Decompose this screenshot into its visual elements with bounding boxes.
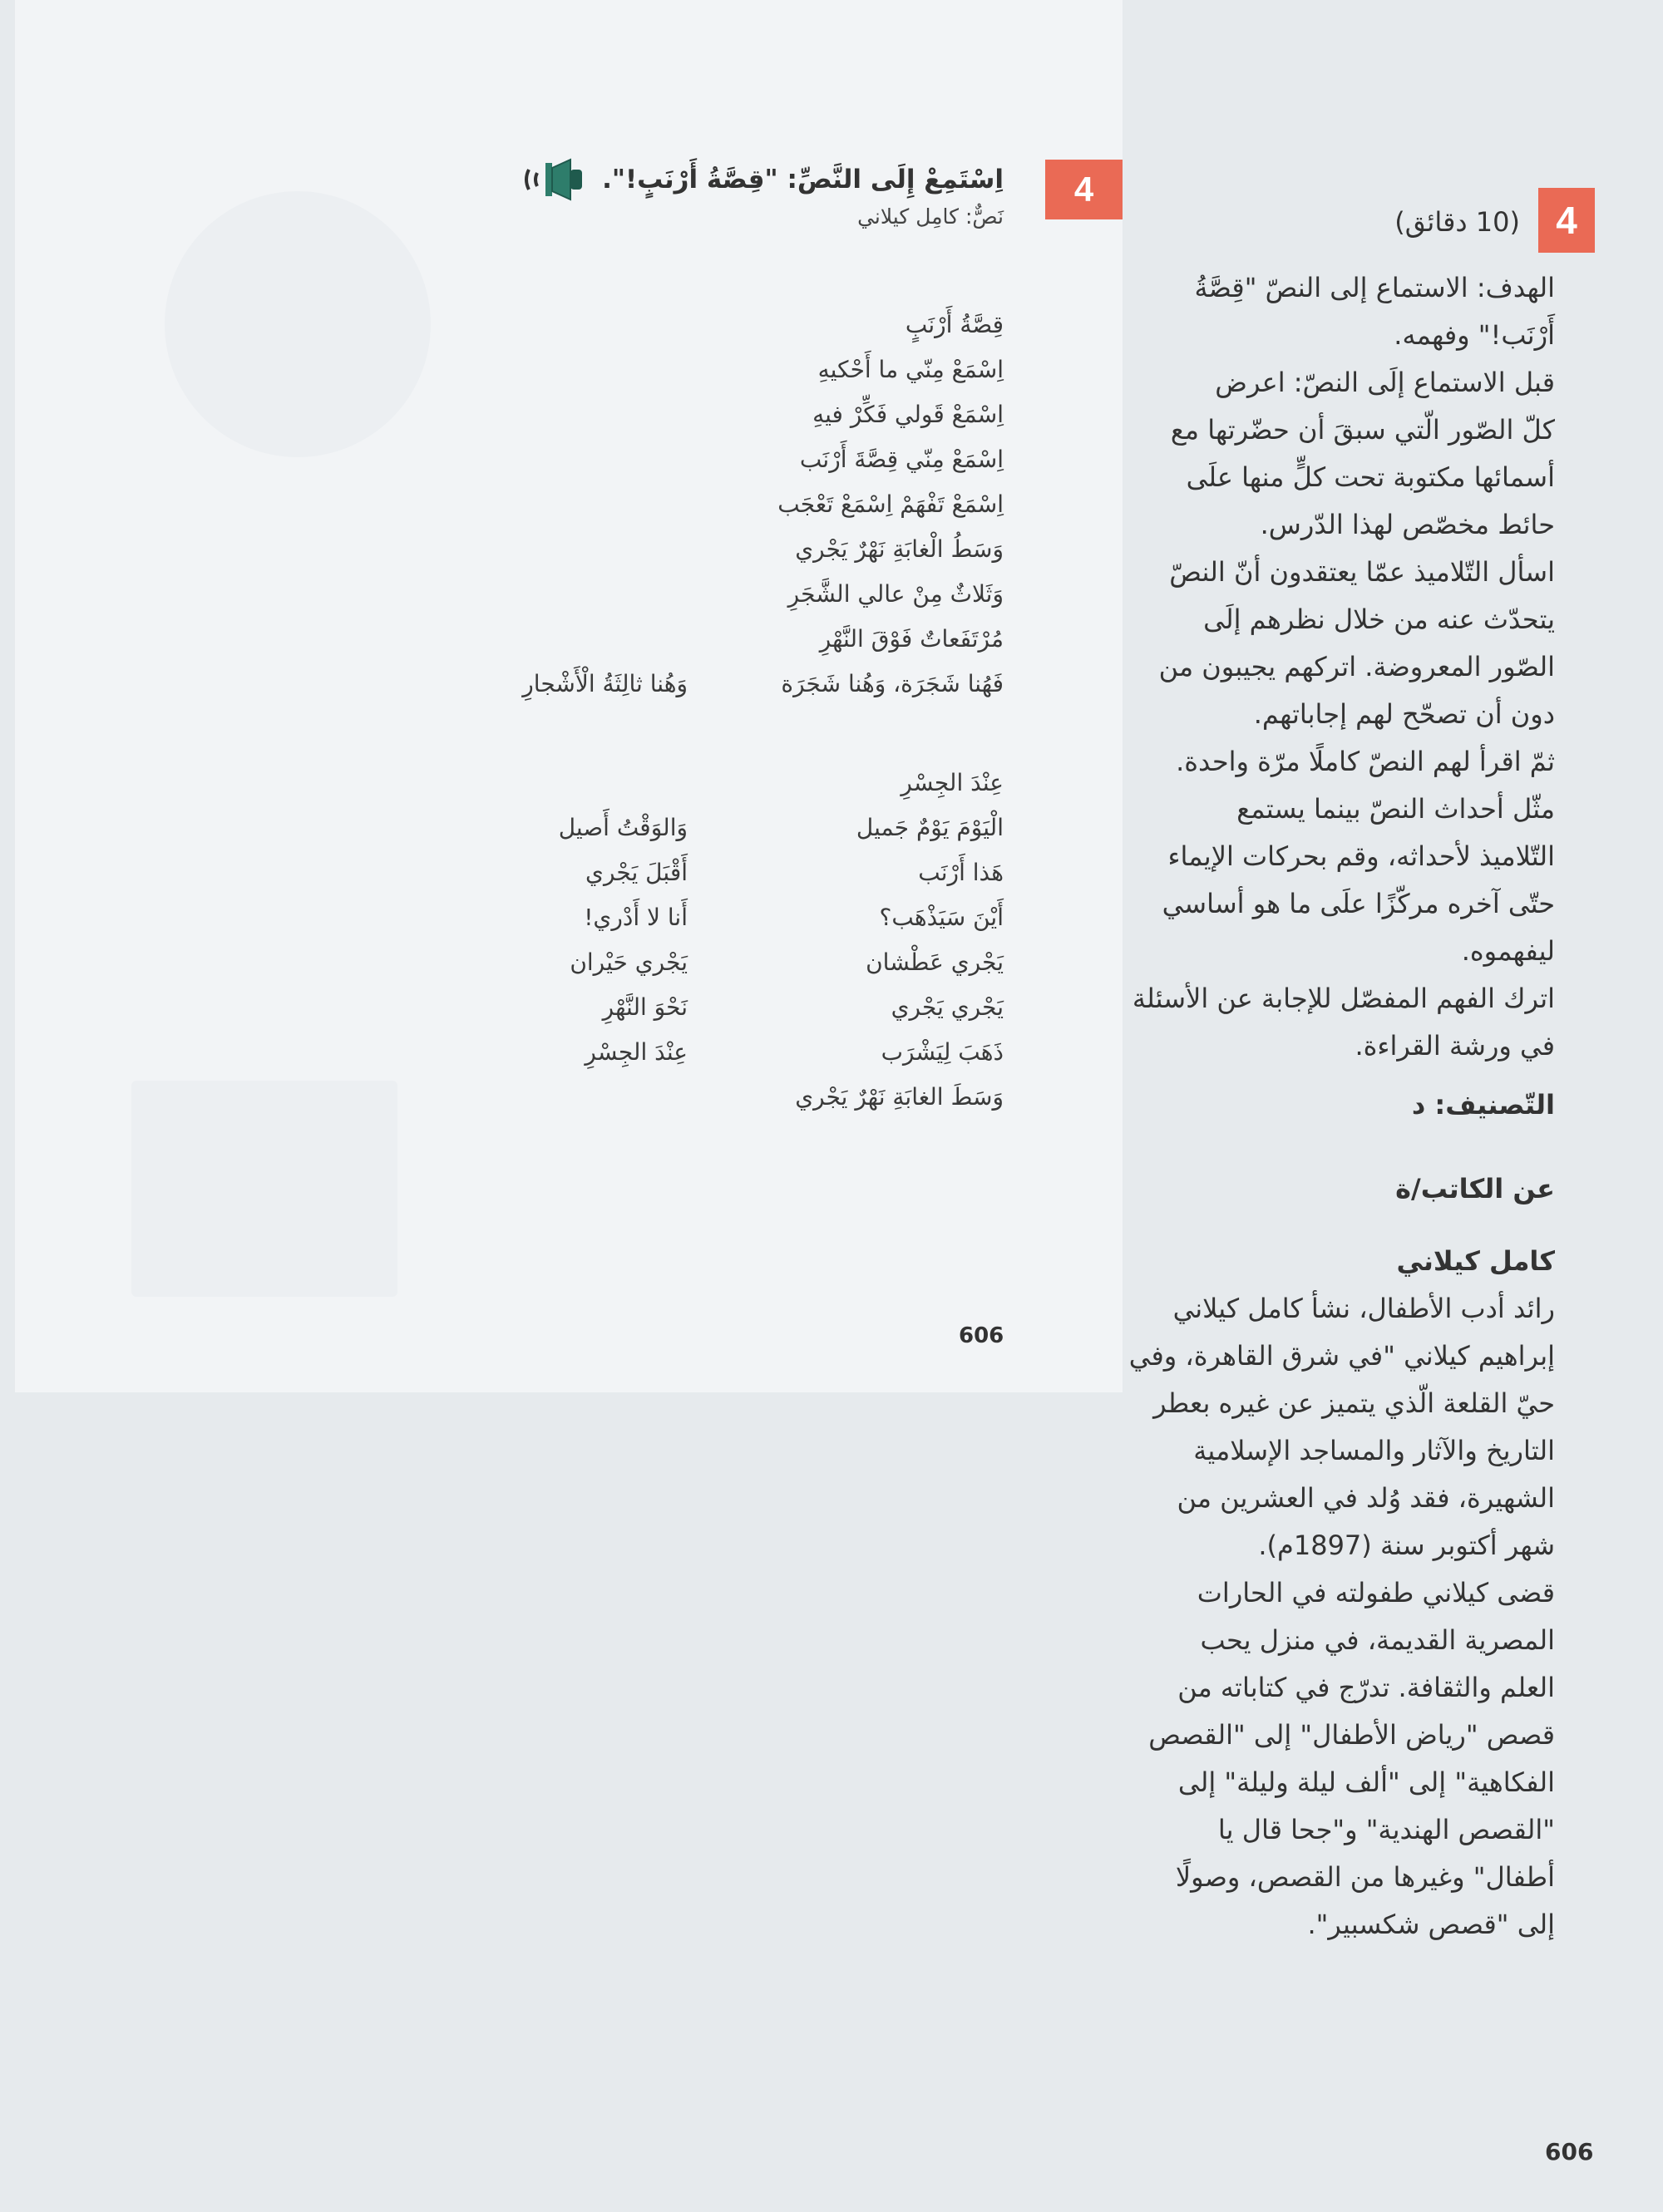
bio-line: حيّ القلعة الّذي يتميز عن غيره بعطر <box>1153 1387 1555 1419</box>
instruction-line: حتّى آخره مركّزًا علَى ما هو أساسي <box>1162 888 1555 919</box>
bio-line: العلم والثقافة. تدرّج في كتاباته من <box>1177 1672 1555 1703</box>
bio-line: إبراهيم كيلاني "في شرق القاهرة، وفي <box>1128 1340 1555 1372</box>
poem-line <box>522 347 1004 392</box>
poem-stanza-1 <box>522 303 1004 707</box>
instructions <box>1132 264 1555 1070</box>
bio-line: رائد أدب الأطفال، نشأ كامل كيلاني <box>1172 1293 1555 1324</box>
guide-step-badge: 4 <box>1538 188 1595 253</box>
poem-line <box>522 617 1004 662</box>
bio-line: قضى كيلاني طفولته في الحارات <box>1197 1577 1555 1609</box>
poem-verse-part: قِصَّةُ أَرْنَبٍ <box>905 311 1004 338</box>
inset-page-number: 606 <box>959 1323 1004 1348</box>
instruction-line: التّلاميذ لأحداثه، وقم بحركات الإيماء <box>1167 840 1555 872</box>
instruction-line: اترك الفهم المفصّل للإجابة عن الأسئلة <box>1132 983 1555 1014</box>
poem-verse-part: أَقْبَلَ يَجْري <box>585 859 688 886</box>
exercise-title-row <box>522 156 1004 203</box>
author-bio <box>1128 1285 1555 1948</box>
poem-verse-part: اِسْمَعْ تَفْهَمْ اِسْمَعْ تَعْجَب <box>777 490 1004 518</box>
instruction-line: ثمّ اقرأ لهم النصّ كاملًا مرّة واحدة. <box>1176 746 1555 777</box>
about-author-heading: عن الكاتب/ة <box>1395 1173 1555 1205</box>
poem-verse-part: هَذا أَرْنَب <box>918 859 1004 886</box>
poem-line <box>559 895 1004 940</box>
instruction-line: أسمائها مكتوبة تحت كلٍّ منها علَى <box>1186 461 1555 493</box>
exercise-number-badge: 4 <box>1045 160 1123 219</box>
bio-line: الشهيرة، فقد وُلد في العشرين من <box>1177 1482 1555 1514</box>
poem-verse-part: نَحْوَ النَّهْرِ <box>602 993 688 1021</box>
poem-verse-part: وَسَطُ الْغابَةِ نَهْرٌ يَجْري <box>795 535 1004 563</box>
instruction-line: كلّ الصّور الّتي سبقَ أن حضّرتها مع <box>1170 414 1555 446</box>
poem-line <box>559 940 1004 985</box>
instruction-line: في ورشة القراءة. <box>1355 1030 1555 1062</box>
poem-verse-part: الْيَوْمَ يَوْمٌ جَميل <box>856 814 1004 841</box>
poem-line <box>522 482 1004 527</box>
bio-line: إلى "قصص شكسبير". <box>1307 1909 1555 1940</box>
instruction-line: قبل الاستماع إلَى النصّ: اعرض <box>1215 367 1555 398</box>
poem-verse-part: أَيْنَ سَيَذْهَب؟ <box>879 904 1004 931</box>
poem-verse-part: اِسْمَعْ مِنّي ما أَحْكيهِ <box>817 356 1004 383</box>
poem-verse-part: يَجْري عَطْشان <box>866 948 1004 976</box>
poem-verse-part: وَسَطَ الغابَةِ نَهْرٌ يَجْري <box>795 1083 1004 1111</box>
bio-line: التاريخ والآثار والمساجد الإسلامية <box>1193 1435 1555 1466</box>
poem-line <box>559 805 1004 850</box>
instruction-line: ليفهموه. <box>1461 935 1555 967</box>
poem-line <box>559 1075 1004 1120</box>
bio-line: "القصص الهندية" و"جحا قال يا <box>1217 1814 1555 1845</box>
poem-verse-part: وَهُنا ثالِثَةُ الْأَشْجارِ <box>522 670 688 697</box>
instruction-line: اسأل التّلاميذ عمّا يعتقدون أنّ النصّ <box>1169 556 1555 588</box>
page-number: 606 <box>1545 2138 1594 2165</box>
faded-illustration <box>131 1081 397 1297</box>
poem-line <box>559 1030 1004 1075</box>
poem-verse-part: وَالوَقْتُ أَصيل <box>558 814 688 841</box>
poem-verse-part: ذَهَبَ لِيَشْرَب <box>881 1038 1004 1066</box>
poem-line <box>522 437 1004 482</box>
instruction-line: الهدف: الاستماع إلى النصّ "قِصَّةُ <box>1194 272 1555 303</box>
instruction-line: مثّل أحداث النصّ بينما يستمع <box>1236 793 1555 825</box>
poem-verse-part: عِنْدَ الجِسْرِ <box>901 769 1004 796</box>
poem-line <box>559 985 1004 1030</box>
text-author: نَصٌّ: كامِل كيلاني <box>857 204 1004 229</box>
poem-verse-part: أَنا لا أَدْري! <box>584 904 688 931</box>
speaker-audio-icon[interactable] <box>522 156 589 203</box>
poem-line <box>559 850 1004 895</box>
author-name: كامل كيلاني <box>1396 1245 1555 1277</box>
instruction-line: يتحدّث عنه من خلال نظرهم إلَى <box>1203 603 1555 635</box>
guide-column <box>1128 264 1555 1948</box>
poem-line <box>522 662 1004 707</box>
duration: (10 دقائق) <box>1394 206 1520 238</box>
poem-line <box>522 392 1004 437</box>
bio-line: المصرية القديمة، في منزل يحب <box>1200 1624 1555 1656</box>
faded-illustration <box>165 191 431 457</box>
poem-line <box>559 761 1004 805</box>
poem-line <box>522 527 1004 572</box>
poem-verse-part: اِسْمَعْ قَولي فَكِّرْ فيهِ <box>812 401 1004 428</box>
poem-line <box>522 303 1004 347</box>
bio-line: قصص "رياض الأطفال" إلى "القصص <box>1148 1719 1555 1751</box>
bio-line: الفكاهية" إلى "ألف ليلة وليلة" إلى <box>1177 1766 1555 1798</box>
poem-verse-part: فَهُنا شَجَرَة، وَهُنا شَجَرَة <box>781 670 1004 697</box>
poem-verse-part: اِسْمَعْ مِنّي قِصَّةَ أَرْنَب <box>799 446 1004 473</box>
instruction-line: أَرْنَب!" وفهمه. <box>1394 319 1555 351</box>
poem-stanza-2 <box>559 761 1004 1120</box>
bio-line: شهر أكتوبر سنة (1897م). <box>1258 1530 1555 1561</box>
exercise-title: اِسْتَمِعْ إِلَى النَّصِّ: "قِصَّةُ أَرْنَبٍ!". <box>602 165 1004 195</box>
classification: التّصنيف: د <box>1411 1089 1555 1121</box>
poem-verse-part: وَثَلاثٌ مِنْ عالي الشَّجَرِ <box>787 580 1004 608</box>
poem-verse-part: يَجْري حَيْران <box>570 948 688 976</box>
poem-line <box>522 572 1004 617</box>
poem-verse-part: عِنْدَ الجِسْرِ <box>585 1038 688 1066</box>
instruction-line: الصّور المعروضة. اتركهم يجيبون من <box>1158 651 1555 682</box>
instruction-line: حائط مخصّص لهذا الدّرس. <box>1260 509 1555 540</box>
poem-verse-part: يَجْري يَجْري <box>891 993 1004 1021</box>
bio-line: أطفال" وغيرها من القصص، وصولًا <box>1175 1861 1555 1893</box>
instruction-line: دون أن تصحّح لهم إجاباتهم. <box>1253 698 1555 730</box>
poem-verse-part: مُرْتَفَعاتٌ فَوْقَ النَّهْرِ <box>819 625 1004 653</box>
